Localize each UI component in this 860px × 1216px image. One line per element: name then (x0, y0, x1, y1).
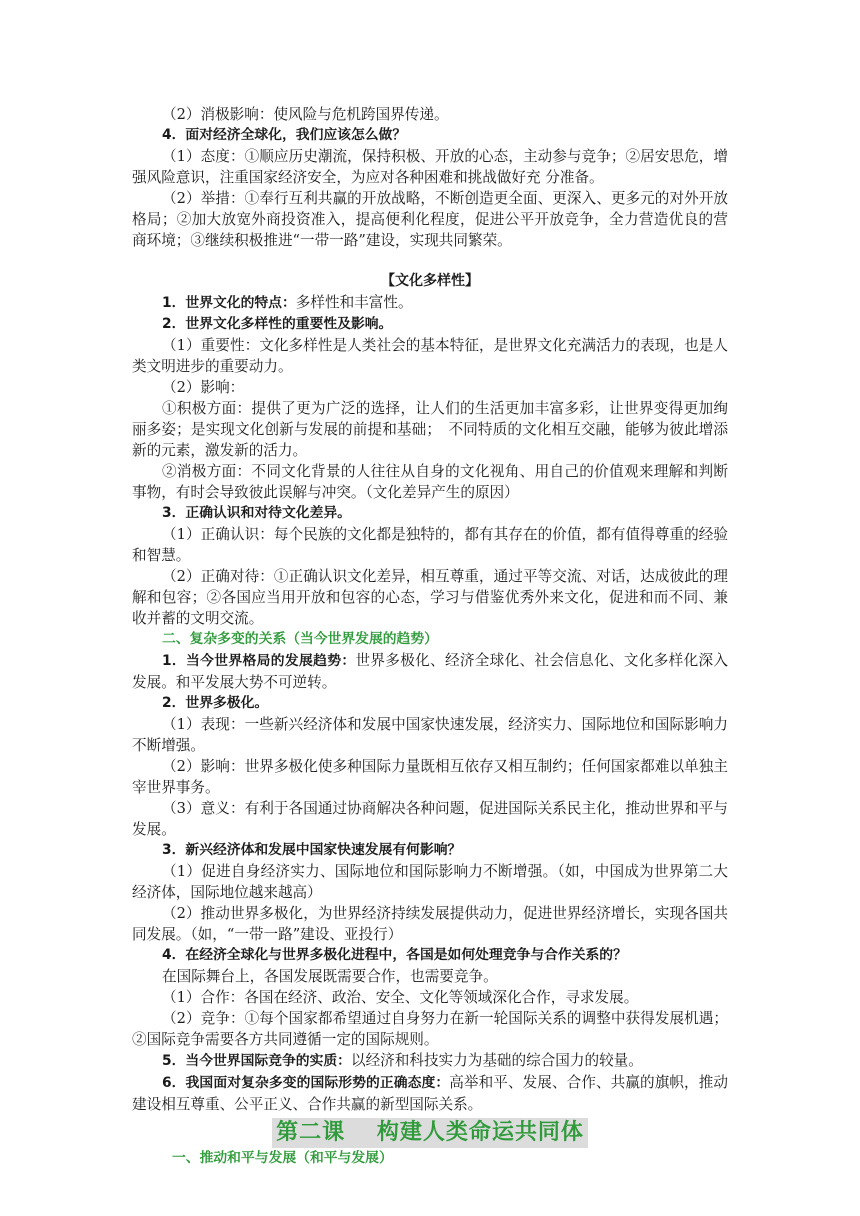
paragraph: （2）影响：世界多极化使多种国际力量既相互依存又相互制约；任何国家都难以单独主宰世界事务。 (132, 758, 728, 796)
heading: 2．世界多极化。 (162, 695, 269, 711)
paragraph (132, 292, 728, 314)
lesson-title: 第二课 构建人类命运共同体 (272, 1118, 588, 1148)
paragraph: （1）态度：①顺应历史潮流，保持积极、开放的心态，主动参与竞争；②居安思危，增强风险意识，注重国家经济安全，为应对各种困难和挑战做好充 分准备。 (132, 148, 728, 186)
paragraph (132, 1072, 728, 1115)
heading: 3．正确认识和对待文化差异。 (162, 505, 351, 521)
section-title-culture: 【文化多样性】 (381, 273, 479, 289)
item-label: 1．当今世界格局的发展趋势： (162, 653, 356, 669)
item-text: 多样性和丰富性。 (295, 294, 413, 311)
paragraph: （1）重要性：文化多样性是人类社会的基本特征，是世界文化充满活力的表现，也是人类文明进步的重要动力。 (132, 337, 728, 375)
paragraph: （2）正确对待：①正确认识文化差异，相互尊重，通过平等交流、对话，达成彼此的理解和包容；②各国应当用开放和包容的心态，学习与借鉴优秀外来文化，促进和而不同、兼收并蓄的文明交流。 (132, 568, 728, 627)
paragraph: （2）推动世界多极化，为世界经济持续发展提供动力，促进世界经济增长，实现各国共同发展。（如，“一带一路”建设、亚投行） (132, 905, 728, 943)
paragraph: （2）消极影响：使风险与危机跨国界传递。 (162, 106, 449, 123)
heading: 2．世界文化多样性的重要性及影响。 (162, 316, 393, 332)
item-text: 世界多极化、经济全球化、社会信息化、文化多样化深入发展。和平发展大势不可逆转。 (132, 652, 728, 691)
paragraph: （1）促进自身经济实力、国际地位和国际影响力不断增强。（如，中国成为世界第二大经济体，国际地位越来越高） (132, 863, 728, 901)
item-text: 以经济和科技实力为基础的综合国力的较量。 (350, 1052, 643, 1069)
item-text: 高举和平、发展、合作、共赢的旗帜，推动建设相互尊重、公平正义、合作共赢的新型国际关系。 (132, 1074, 728, 1113)
item-label: 5．当今世界国际竞争的实质： (162, 1053, 351, 1069)
lesson-subheading: 一、推动和平与发展（和平与发展） (172, 1150, 393, 1166)
item-label: 6．我国面对复杂多变的国际形势的正确态度： (162, 1075, 450, 1091)
paragraph: （3）意义：有利于各国通过协商解决各种问题，促进国际关系民主化，推动世界和平与发展。 (132, 800, 728, 838)
section-heading-relations: 二、复杂多变的关系（当今世界发展的趋势） (162, 631, 438, 647)
paragraph: （1）正确认识：每个民族的文化都是独特的，都有其存在的价值，都有值得尊重的经验和智慧。 (132, 526, 728, 564)
paragraph (132, 650, 728, 693)
heading: 3．新兴经济体和发展中国家快速发展有何影响？ (162, 842, 462, 858)
heading: 4．在经济全球化与世界多极化进程中，各国是如何处理竞争与合作关系的？ (162, 947, 627, 963)
paragraph: （1）合作：各国在经济、政治、安全、文化等领域深化合作，寻求发展。 (162, 989, 639, 1006)
item-label: 1．世界文化的特点： (162, 295, 296, 311)
document-page (132, 104, 728, 1169)
lesson-title-wrap (132, 1118, 728, 1148)
paragraph: （2）竞争：①每个国家都希望通过自身努力在新一轮国际关系的调整中获得发展机遇；②国际竞争需要各方共同遵循一定的国际规则。 (132, 1010, 728, 1048)
paragraph: （2）举措：①奉行互利共赢的开放战略，不断创造更全面、更深入、更多元的对外开放格局；②加大放宽外商投资准入，提高便利化程度，促进公平开放竞争，全力营造优良的营商环境；③继续积极推进“一带一路”建设，实现共同繁荣。 (132, 190, 728, 249)
paragraph: ②消极方面：不同文化背景的人往往从自身的文化视角、用自己的价值观来理解和判断事物，有时会导致彼此误解与冲突。（文化差异产生的原因） (132, 463, 728, 501)
paragraph: （1）表现：一些新兴经济体和发展中国家快速发展，经济实力、国际地位和国际影响力不断增强。 (132, 716, 728, 754)
paragraph: （2）影响： (162, 379, 245, 396)
paragraph: ①积极方面：提供了更为广泛的选择，让人们的生活更加丰富多彩，让世界变得更加绚丽多姿；是实现文化创新与发展的前提和基础； 不同特质的文化相互交融，能够为彼此增添新的元素，激发新的活力。 (132, 400, 728, 459)
paragraph: 在国际舞台上，各国发展既需要合作，也需要竞争。 (162, 968, 498, 985)
heading: 4．面对经济全球化，我们应该怎么做？ (162, 127, 407, 143)
paragraph (132, 1050, 728, 1072)
